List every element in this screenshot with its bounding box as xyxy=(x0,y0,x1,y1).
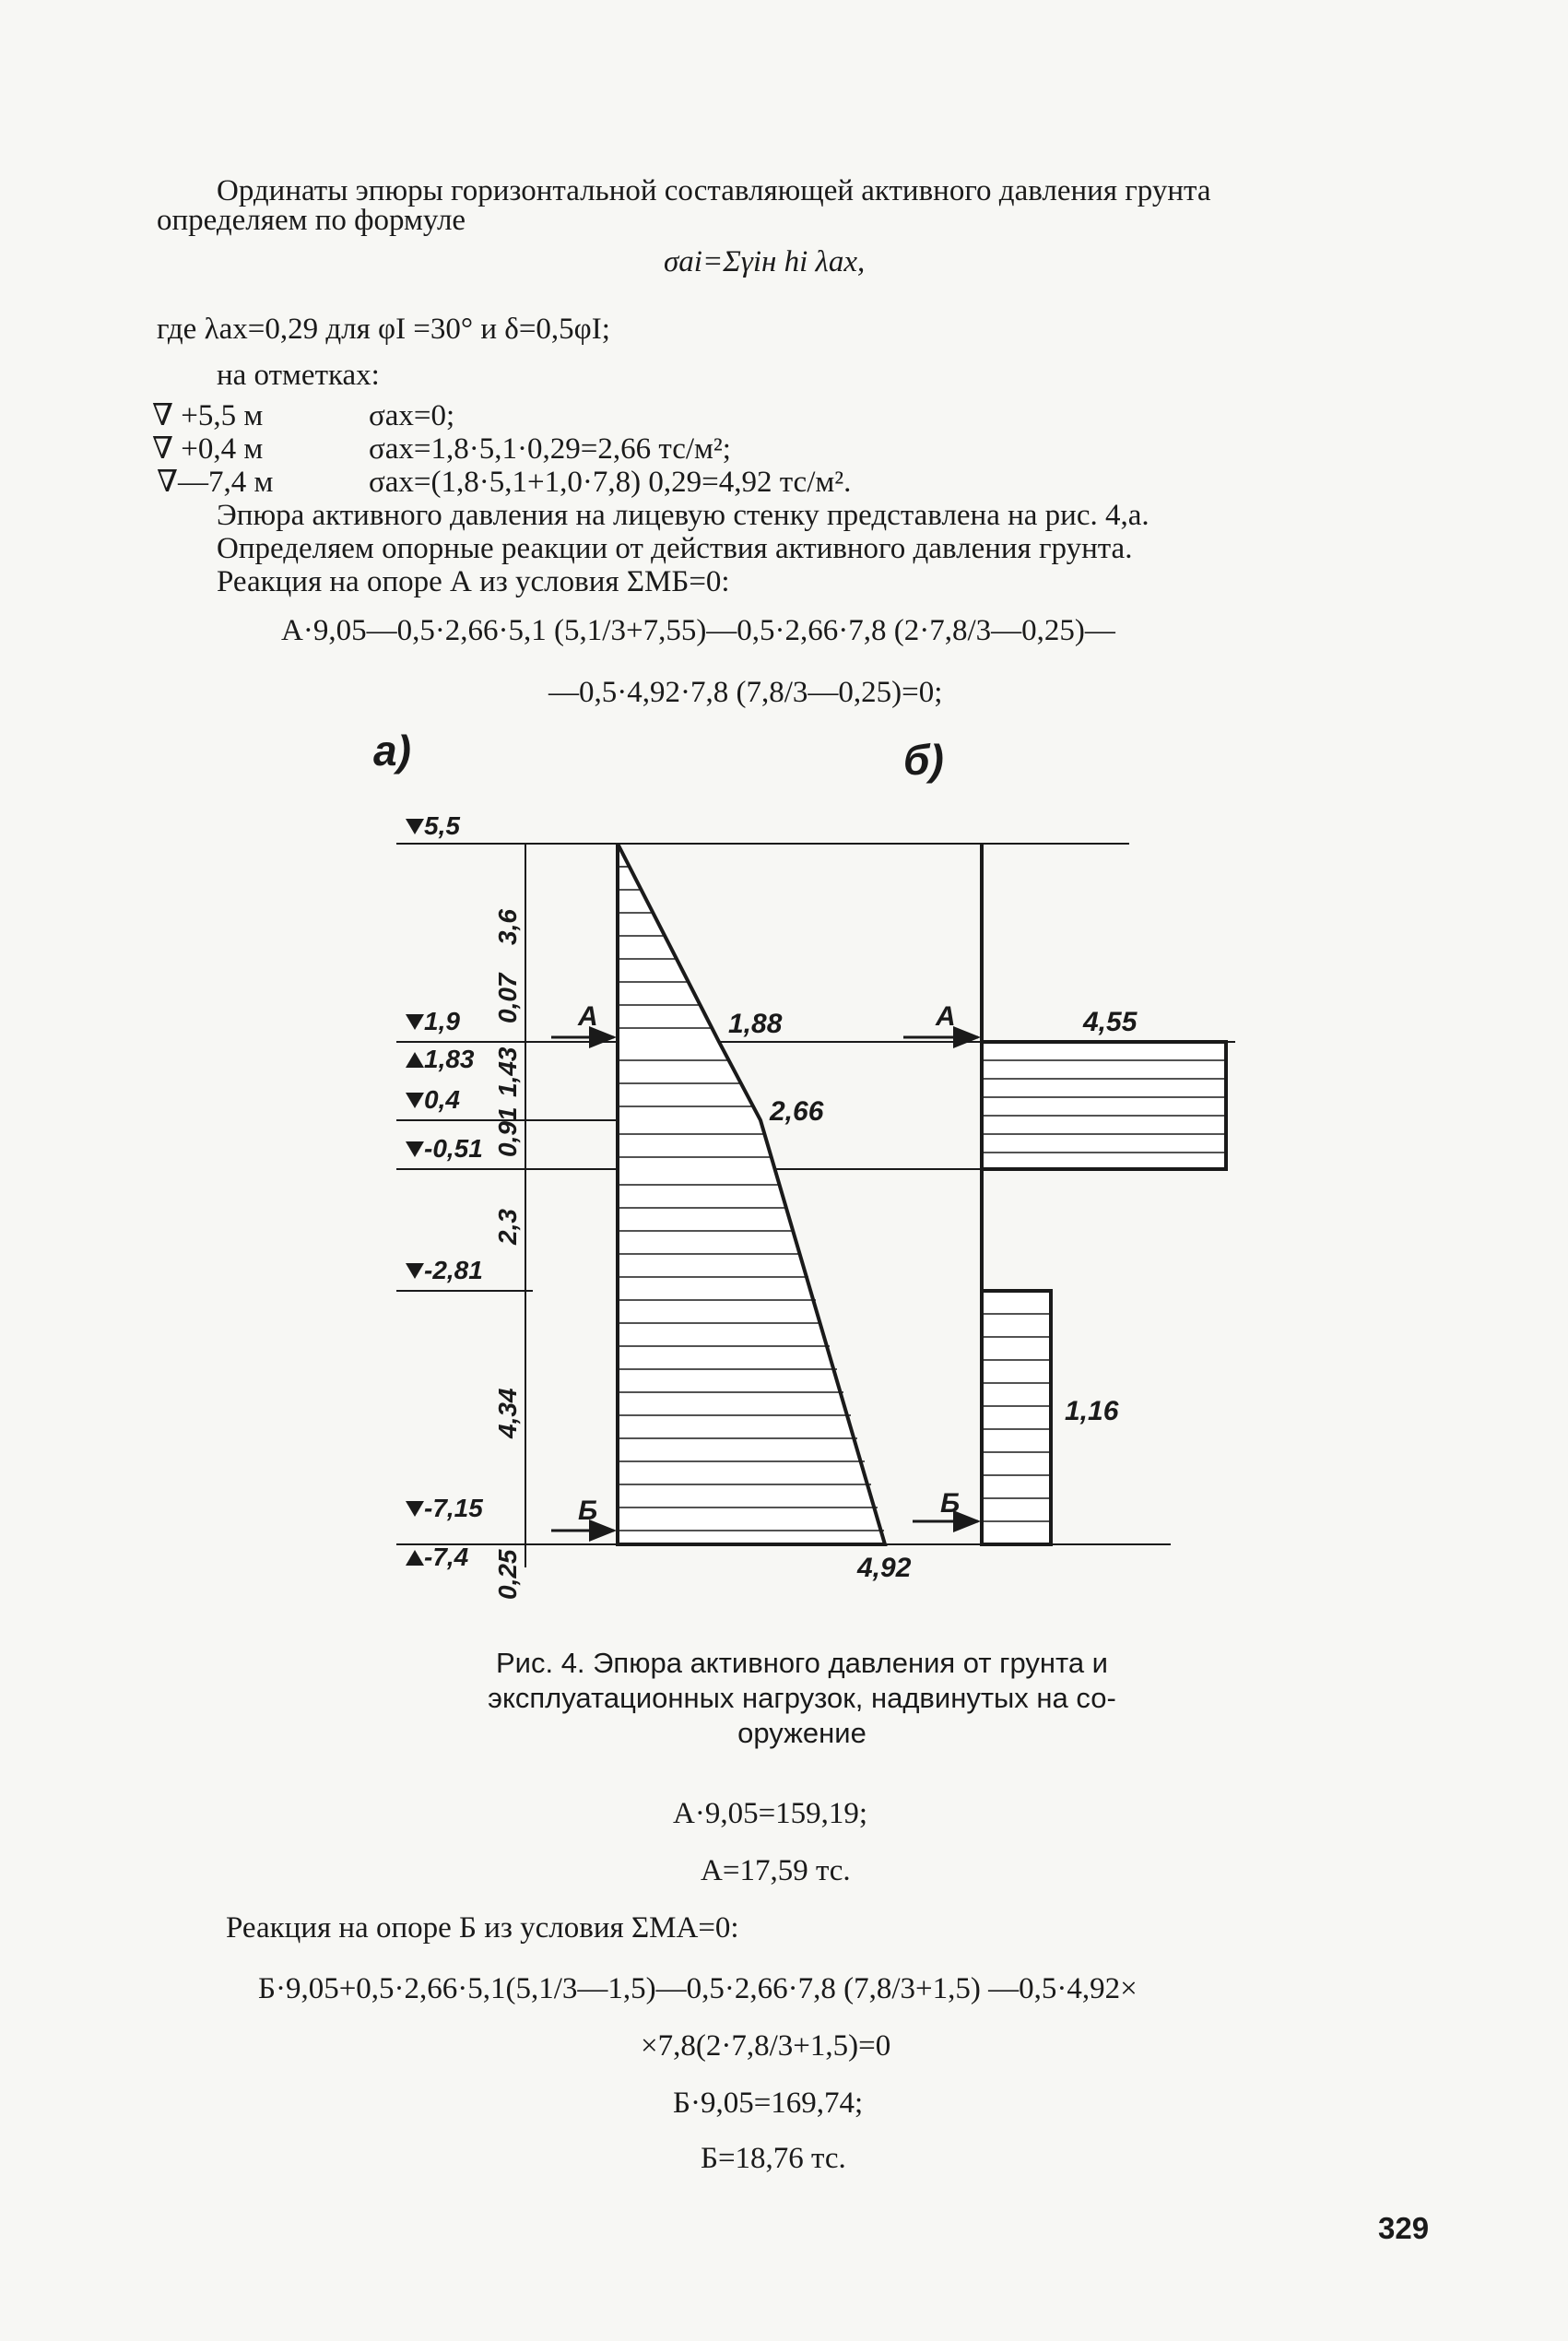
equation-a-4: А=17,59 тс. xyxy=(701,1854,851,1887)
level-triangle-icon xyxy=(406,819,424,834)
dim-value: 0,91 xyxy=(493,1106,522,1157)
para-1: Эпюра активного давления на лицевую стенку представлена на рис. 4,а. xyxy=(217,499,1149,532)
intro-line-2: определяем по формуле xyxy=(157,204,466,237)
level-label: 5,5 xyxy=(424,811,460,840)
level-triangle-icon xyxy=(406,1141,424,1157)
equation-b-3: Б·9,05=169,74; xyxy=(673,2087,864,2120)
para-3: Реакция на опоре А из условия ΣMБ=0: xyxy=(217,565,730,598)
mark-level-2: ∇ +0,4 м xyxy=(152,432,264,466)
support-b-label: Б xyxy=(940,1488,961,1519)
dimension-values xyxy=(493,909,522,1600)
caption-line: эксплуатационных нагрузок, надвинутых на со- xyxy=(488,1681,1116,1714)
diagram-a xyxy=(551,844,912,1583)
level-label: 1,83 xyxy=(424,1045,475,1073)
mark-level-1: ∇ +5,5 м xyxy=(152,399,264,432)
value-label: 2,66 xyxy=(770,1096,824,1127)
page-number: 329 xyxy=(1378,2211,1430,2245)
figure-caption xyxy=(387,1646,1217,1750)
caption-line: оружение xyxy=(737,1716,867,1749)
intro-line-1: Ординаты эпюры горизонтальной составляющей активного давления грунта xyxy=(217,174,1211,207)
equation-a-3: А·9,05=159,19; xyxy=(673,1797,868,1830)
equation-a-2: —0,5·4,92·7,8 (7,8/3—0,25)=0; xyxy=(548,676,943,709)
dim-value: 0,07 xyxy=(493,973,522,1023)
level-label: 1,9 xyxy=(424,1007,460,1035)
value-label: 1,88 xyxy=(728,1009,783,1039)
equation-a-1: А·9,05—0,5·2,66·5,1 (5,1/3+7,55)—0,5·2,66·7,8 (2·7,8/3—0,25)— xyxy=(281,614,1115,647)
dim-value: 2,3 xyxy=(493,1209,522,1245)
level-label: 0,4 xyxy=(424,1085,460,1114)
where-line: где λax=0,29 для φI =30° и δ=0,5φI; xyxy=(157,313,610,346)
caption-line: Рис. 4. Эпюра активного давления от грунта и xyxy=(495,1647,1109,1679)
dim-value: 4,34 xyxy=(493,1388,522,1438)
marks-label: на отметках: xyxy=(217,359,380,392)
value-label: 4,55 xyxy=(1083,1007,1138,1037)
para-2: Определяем опорные реакции от действия активного давления грунта. xyxy=(217,532,1133,565)
dim-value: 3,6 xyxy=(493,909,522,945)
mark-value-2: σax=1,8·5,1·0,29=2,66 тс/м²; xyxy=(369,432,731,466)
equation-b-2: ×7,8(2·7,8/3+1,5)=0 xyxy=(641,2029,891,2063)
level-triangle-icon xyxy=(406,1263,424,1279)
equation-b-1: Б·9,05+0,5·2,66·5,1(5,1/3—1,5)—0,5·2,66·7,8 (7,8/3+1,5) —0,5·4,92× xyxy=(258,1972,1138,2005)
diagram-b xyxy=(903,844,1226,1544)
level-triangle-icon xyxy=(406,1052,424,1068)
support-a-label: А xyxy=(936,1001,956,1032)
level-triangle-icon xyxy=(406,1550,424,1566)
formula: σai=Σγiн hi λax, xyxy=(664,245,866,278)
dimension-line xyxy=(518,844,533,1567)
value-label: 1,16 xyxy=(1065,1396,1119,1426)
level-triangle-icon xyxy=(406,1014,424,1030)
level-triangle-icon xyxy=(406,1093,424,1108)
equation-b-4: Б=18,76 тс. xyxy=(701,2142,846,2175)
mark-value-3: σax=(1,8·5,1+1,0·7,8) 0,29=4,92 тс/м². xyxy=(369,466,852,499)
figure-label-b: б) xyxy=(903,736,944,784)
para-4: Реакция на опоре Б из условия ΣMА=0: xyxy=(226,1911,739,1945)
level-label: -0,51 xyxy=(424,1134,483,1163)
support-b-label: Б xyxy=(578,1496,598,1526)
mark-level-3: ∇—7,4 м xyxy=(157,466,274,499)
dim-value: 1,43 xyxy=(493,1046,522,1097)
dim-value: 0,25 xyxy=(493,1549,522,1600)
level-triangle-icon xyxy=(406,1501,424,1517)
figure-label-a: а) xyxy=(373,727,411,774)
mark-value-1: σax=0; xyxy=(369,399,455,432)
level-label: -2,81 xyxy=(424,1256,483,1284)
support-a-label: А xyxy=(578,1001,598,1032)
level-label: -7,15 xyxy=(424,1494,483,1522)
level-label: -7,4 xyxy=(424,1543,469,1571)
level-markers xyxy=(406,811,483,1571)
value-label: 4,92 xyxy=(857,1553,912,1583)
